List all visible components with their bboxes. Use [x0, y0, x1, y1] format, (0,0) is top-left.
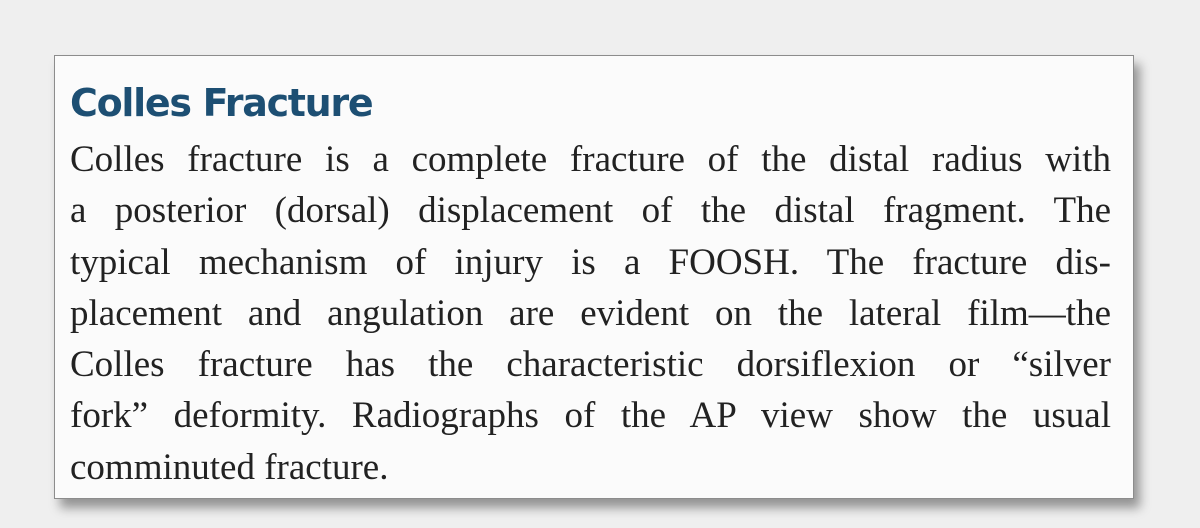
- box-title: Colles Fracture: [70, 81, 373, 125]
- body-line: placement and angulation are evident on the lateral film—the: [70, 292, 1111, 334]
- body-line: fork” deformity. Radiographs of the AP view show the usual: [70, 395, 1111, 437]
- box-body-text: [70, 134, 1111, 493]
- body-line: comminuted fracture.: [70, 446, 389, 488]
- body-line: typical mechanism of injury is a FOOSH. The fracture dis-: [70, 241, 1111, 283]
- body-line: a posterior (dorsal) displacement of the distal fragment. The: [70, 190, 1111, 232]
- body-line: Colles fracture is a complete fracture of the distal radius with: [70, 139, 1111, 180]
- colles-fracture-box: [54, 55, 1134, 499]
- body-line: Colles fracture has the characteristic dorsiflexion or “silver: [70, 344, 1111, 386]
